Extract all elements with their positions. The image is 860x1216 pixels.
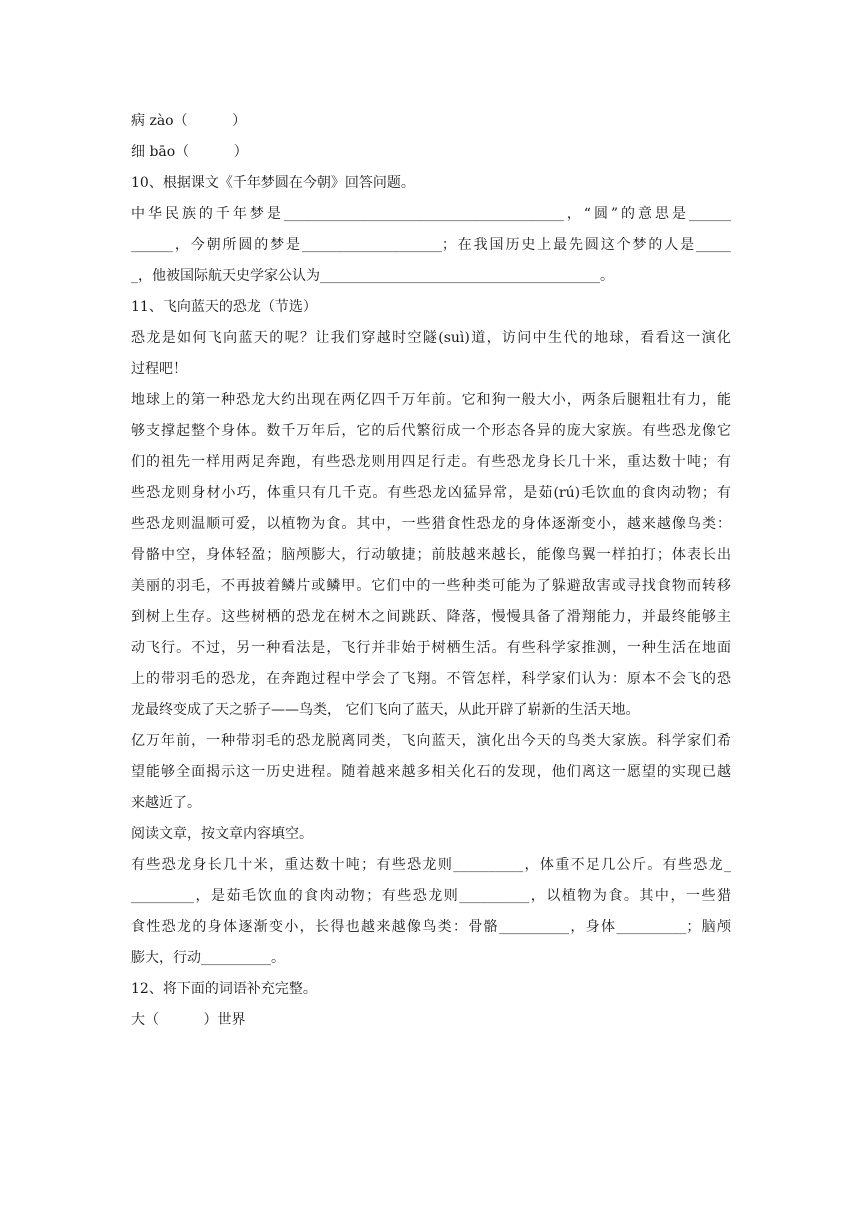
passage-paragraph-3-line-3: 来越近了。: [131, 795, 201, 811]
passage-paragraph-2-line-2: 够支撑起整个身体。数千万年后，它的后代繁衍成一个形态各异的庞大家族。有些恐龙像它: [131, 423, 731, 439]
question-12-heading: 12、将下面的词语补充完整。: [131, 981, 317, 997]
pinyin-item-bing-zao: 病 zào（ ）: [131, 113, 247, 129]
pinyin-item-xi-bao: 细 bāo（ ）: [131, 144, 248, 160]
fill-in-line-1: 有些恐龙身长几十米，重达数十吨；有些恐龙则__________，体重不足几公斤。有些恐龙_: [131, 857, 731, 873]
question-10-line-1: 中华民族的千年梦是________________________________________，“圆”的意思是______: [131, 206, 731, 222]
passage-paragraph-2-line-4: 些恐龙则身材小巧，体重只有几千克。有些恐龙凶猛异常，是茹(rú)毛饮血的食肉动物；有: [131, 485, 731, 501]
fill-in-instruction: 阅读文章，按文章内容填空。: [131, 826, 313, 842]
question-10-heading: 10、根据课文《千年梦圆在今朝》回答问题。: [131, 175, 415, 191]
passage-paragraph-3-line-1: 亿万年前，一种带羽毛的恐龙脱离同类，飞向蓝天，演化出今天的鸟类大家族。科学家们希: [131, 733, 731, 749]
passage-paragraph-2-line-3: 们的祖先一样用两足奔跑，有些恐龙则用四足行走。有些恐龙身长几十米，重达数十吨；有: [131, 454, 731, 470]
passage-paragraph-1-line-2: 过程吧！: [131, 361, 187, 377]
question-11-heading: 11、飞向蓝天的恐龙（节选）: [131, 299, 317, 315]
passage-paragraph-2-line-10: 上的带羽毛的恐龙，在奔跑过程中学会了飞翔。不管怎样，科学家们认为：原本不会飞的恐: [131, 671, 731, 687]
passage-paragraph-2-line-6: 骨骼中空，身体轻盈；脑颅膨大，行动敏捷；前肢越来越长，能像鸟翼一样拍打；体表长出: [131, 547, 731, 563]
passage-paragraph-2-line-8: 到树上生存。这些树栖的恐龙在树木之间跳跃、降落，慢慢具备了滑翔能力，并最终能够主: [131, 609, 731, 625]
fill-in-line-2: _________，是茹毛饮血的食肉动物；有些恐龙则__________，以植物为食。其中，一些猎: [131, 888, 731, 904]
passage-paragraph-2-line-7: 美丽的羽毛，不再披着鳞片或鳞甲。它们中的一些种类可能为了躲避敌害或寻找食物而转移: [131, 578, 731, 594]
fill-in-line-3: 食性恐龙的身体逐渐变小，长得也越来越像鸟类：骨骼__________，身体__________；脑颅: [131, 919, 731, 935]
passage-paragraph-2-line-1: 地球上的第一种恐龙大约出现在两亿四千万年前。它和狗一般大小，两条后腿粗壮有力，能: [131, 392, 731, 408]
fill-in-line-4: 膨大，行动__________。: [131, 950, 285, 966]
document-body: [131, 106, 731, 1036]
passage-paragraph-2-line-9: 动飞行。不过，另一种看法是，飞行并非始于树栖生活。有些科学家推测，一种生活在地面: [131, 640, 731, 656]
passage-paragraph-2-line-5: 些恐龙则温顺可爱，以植物为食。其中，一些猎食性恐龙的身体逐渐变小，越来越像鸟类：: [131, 516, 731, 532]
question-10-line-2: ______，今朝所圆的梦是____________________；在我国历史上最先圆这个梦的人是_____: [131, 237, 731, 253]
passage-paragraph-2-line-11: 龙最终变成了天之骄子——鸟类， 它们飞向了蓝天，从此开辟了崭新的生活天地。: [131, 702, 640, 718]
passage-paragraph-3-line-2: 望能够全面揭示这一历史进程。随着越来越多相关化石的发现，他们离这一愿望的实现已越: [131, 764, 731, 780]
idiom-item-da-shijie: 大（ ）世界: [131, 1012, 246, 1028]
passage-paragraph-1-line-1: 恐龙是如何飞向蓝天的呢？让我们穿越时空隧(suì)道，访问中生代的地球，看看这一演化: [131, 330, 731, 346]
question-10-line-3: _，他被国际航天史学家公认为________________________________________。: [131, 268, 614, 284]
